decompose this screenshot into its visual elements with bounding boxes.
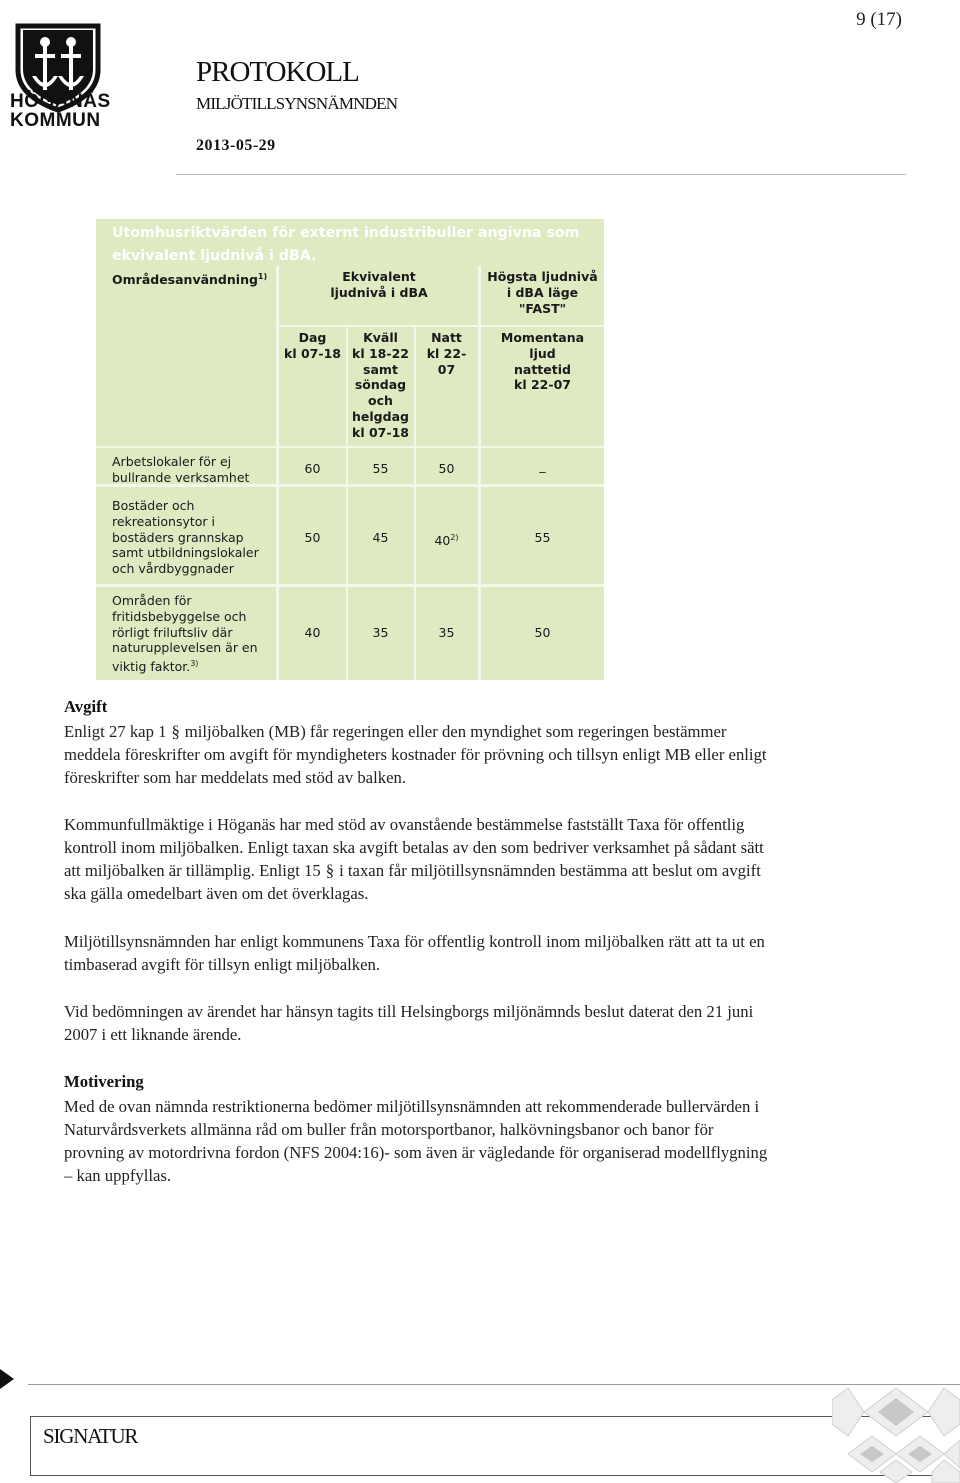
text-line: provning av motordrivna fordon (NFS 2004:16)- som även är vägledande för organiserad modellflygning <box>64 1143 768 1162</box>
text-line: ska gälla omedelbart även om det överklagas. <box>64 884 369 903</box>
play-arrow-icon <box>0 1369 14 1389</box>
column-header-max <box>481 269 604 316</box>
header-line: Högsta ljudnivå <box>487 269 598 284</box>
footnote-marker: 2) <box>450 533 459 542</box>
section-heading-motivering: Motivering <box>64 1072 144 1091</box>
subheader-night <box>415 330 478 377</box>
header-line: "FAST" <box>518 300 567 316</box>
header-line: Kväll <box>363 330 398 345</box>
table-row-area <box>112 454 249 486</box>
header-line: 07 <box>437 361 456 377</box>
logo-name-line1: HÖGANÄS <box>10 91 111 112</box>
paragraph-avgift <box>64 720 904 789</box>
header-line: helgdag <box>352 408 409 424</box>
area-line: rörligt friluftsliv där <box>112 624 233 640</box>
noise-limits-table <box>96 219 604 680</box>
table-divider <box>96 584 604 587</box>
header-line: nattetid <box>514 361 571 377</box>
text-span: miljöbalken (MB) får regeringen eller den myndighet som regeringen bestämmer <box>184 722 727 741</box>
paragraph-kommunfullmaktige <box>64 813 904 905</box>
header-line: ljud <box>529 345 556 361</box>
document-title: PROTOKOLL <box>196 56 359 88</box>
text-line: Med de ovan nämnda restriktionerna bedömer miljötillsynsnämnden att rekommenderade bullervärden i <box>64 1097 760 1116</box>
column-header-equivalent <box>286 269 472 301</box>
area-line: samt utbildningslokaler <box>112 545 259 561</box>
paragraph-miljotillsynsnamnden <box>64 930 904 976</box>
header-line: samt <box>363 361 398 377</box>
header-line: Momentana <box>500 330 585 345</box>
text-span: Enligt 27 kap 1 <box>64 722 167 741</box>
area-line: Områden för <box>112 593 192 608</box>
logo-name-line2: KOMMUN <box>10 110 101 131</box>
section-symbol: § <box>171 722 180 741</box>
header-line: söndag <box>354 377 407 393</box>
signature-label: SIGNATUR <box>43 1424 138 1448</box>
document-date: 2013-05-29 <box>196 137 276 154</box>
section-heading-avgift: Avgift <box>64 697 108 716</box>
table-row-area <box>112 498 259 577</box>
cell-evening: 35 <box>372 625 389 640</box>
area-line-text: viktig faktor. <box>112 659 191 675</box>
area-line: bostäders grannskap <box>112 529 244 545</box>
header-line: ljudnivå i dBA <box>330 284 428 300</box>
paragraph-vid-bedomningen <box>64 1000 904 1046</box>
subheader-day <box>279 330 346 362</box>
header-line: kl 07-18 <box>284 345 341 361</box>
signature-box <box>30 1416 960 1476</box>
text-line: föreskrifter som har meddelats med stöd av balken. <box>64 768 406 787</box>
subheader-evening <box>347 330 414 441</box>
area-line: och vårdbyggnader <box>112 561 234 577</box>
cell-evening: 55 <box>372 461 389 476</box>
cell-night-value: 40 <box>434 533 451 549</box>
header-line: kl 07-18 <box>352 424 409 440</box>
text-line: timbaserad avgift för tillsyn enligt miljöbalken. <box>64 955 381 974</box>
text-line: kontroll inom miljöbalken. Enligt taxan ska avgift betalas av den som bedriver verksamhet på sådant sätt <box>64 838 764 857</box>
cell-day: 40 <box>304 625 321 640</box>
area-line: bullrande verksamhet <box>112 469 250 485</box>
cell-day: 60 <box>304 461 321 476</box>
header-divider <box>176 174 906 175</box>
cell-evening: 45 <box>372 530 389 545</box>
header-line: Natt <box>431 330 462 345</box>
header-line: kl 22- <box>426 345 467 361</box>
subheader-momentary <box>481 330 604 393</box>
cell-momentary: 55 <box>534 530 551 545</box>
footer-divider <box>28 1384 960 1385</box>
footnote-marker: 3) <box>190 659 199 669</box>
text-line <box>64 859 904 882</box>
table-title: Utomhusriktvärden för externt industribuller angivna som ekvivalent ljudnivå i dBA. <box>112 225 580 264</box>
paragraph-motivering <box>64 1095 904 1187</box>
table-divider <box>96 446 604 448</box>
cell-momentary: _ <box>539 458 546 473</box>
text-span: i taxan får miljötillsynsnämnden bestämma att beslut om avgift <box>339 861 761 880</box>
header-line: kl 18-22 <box>352 345 409 361</box>
text-span: att miljöbalken är tillämplig. Enligt 15 <box>64 861 321 880</box>
area-line: Arbetslokaler för ej <box>112 454 232 469</box>
header-line: Ekvivalent <box>342 269 416 284</box>
text-line: Miljötillsynsnämnden har enligt kommunens Taxa för offentlig kontroll inom miljöbalken rätt att ta ut en <box>64 932 765 951</box>
column-header-area-label: Områdesanvändning <box>112 272 258 288</box>
section-symbol: § <box>325 861 335 880</box>
cell-momentary: 50 <box>534 625 551 640</box>
cell-night <box>415 530 478 549</box>
cell-day: 50 <box>304 530 321 545</box>
page-number: 9 (17) <box>856 9 902 30</box>
cell-night: 50 <box>438 461 455 476</box>
text-line: 2007 i ett liknande ärende. <box>64 1025 242 1044</box>
text-line: meddela föreskrifter om avgift för myndigheters kostnader för prövning och tillsyn enligt MB eller enligt <box>64 745 767 764</box>
area-line: rekreationsytor i <box>112 513 215 529</box>
header-line: i dBA läge <box>506 284 579 300</box>
table-row-area <box>112 593 258 675</box>
text-line: Naturvårdsverkets allmänna råd om buller från motorsportbanor, halkövningsbanor och banor för <box>64 1120 714 1139</box>
header-line: och <box>368 393 393 409</box>
area-line <box>112 656 258 675</box>
footnote-marker: 1) <box>257 272 268 281</box>
document-subtitle: MILJÖTILLSYNSNÄMNDEN <box>196 94 398 113</box>
table-divider <box>278 325 604 327</box>
area-line: Bostäder och <box>112 498 195 513</box>
column-header-area <box>112 269 267 288</box>
area-line: naturupplevelsen är en <box>112 640 258 656</box>
header-line: kl 22-07 <box>514 377 571 393</box>
text-line: Vid bedömningen av ärendet har hänsyn tagits till Helsingborgs miljönämnds beslut daterat den 21 juni <box>64 1002 754 1021</box>
header-line: Dag <box>298 330 327 345</box>
diamond-pattern-icon <box>832 1388 960 1483</box>
text-line: Kommunfullmäktige i Höganäs har med stöd av ovanstående bestämmelse fastställt Taxa för offentlig <box>64 815 745 834</box>
area-line: fritidsbebyggelse och <box>112 608 247 624</box>
text-line <box>64 720 904 743</box>
cell-night: 35 <box>438 625 455 640</box>
text-line: – kan uppfyllas. <box>64 1166 172 1185</box>
